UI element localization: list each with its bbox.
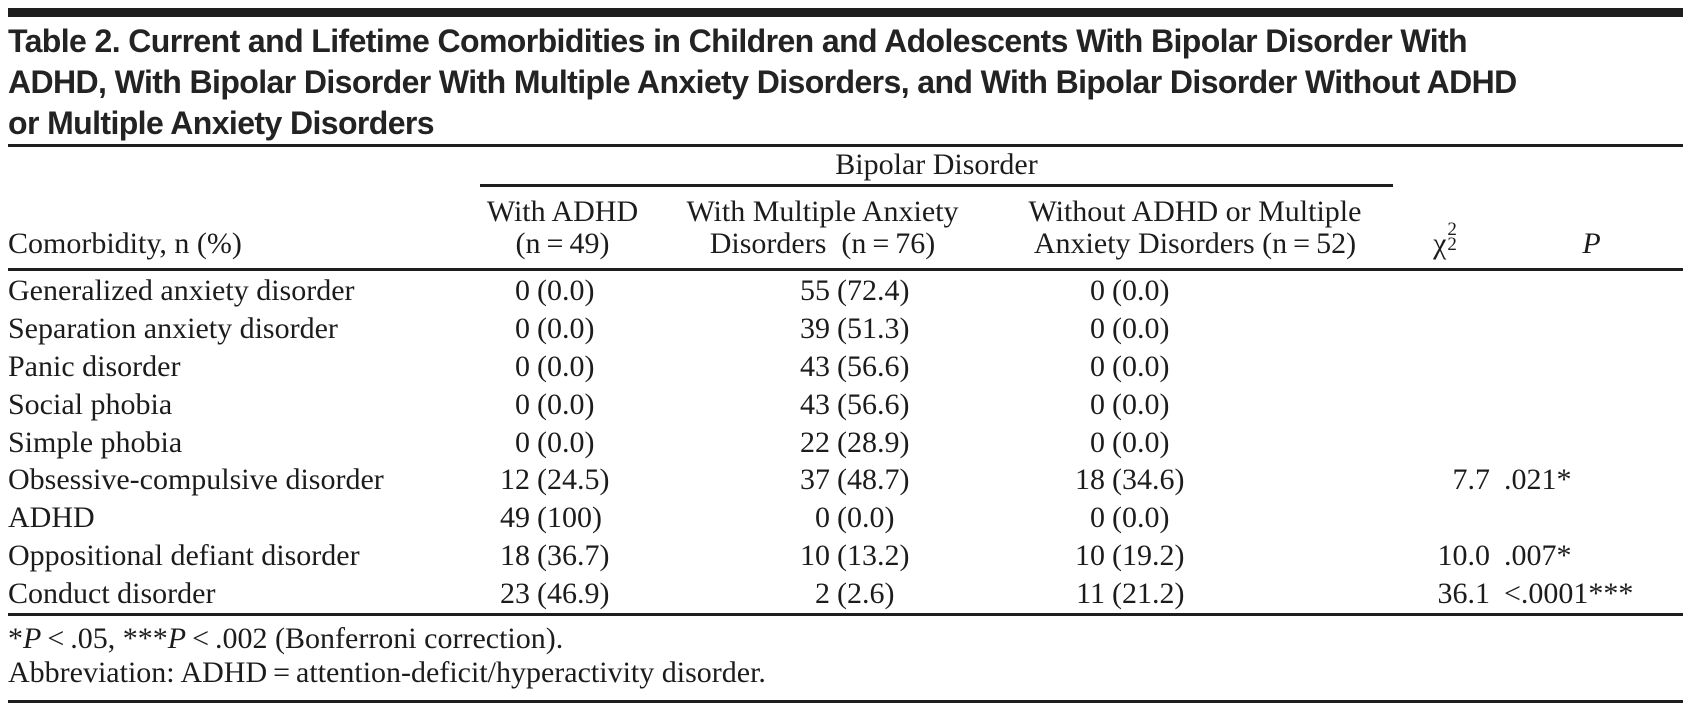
footnotes xyxy=(8,622,1683,690)
chi-square-value xyxy=(1390,499,1500,537)
row-label: Simple phobia xyxy=(8,425,183,459)
value-cell xyxy=(1000,424,1390,462)
count-value: 0 xyxy=(1090,274,1105,307)
count-value: 0 xyxy=(1090,349,1105,383)
table-row xyxy=(8,310,1683,348)
value-cell xyxy=(480,348,645,386)
row-label: Panic disorder xyxy=(8,349,181,383)
count-value: 10 xyxy=(1075,539,1105,573)
table-body xyxy=(8,272,1683,613)
value-cell xyxy=(1000,386,1390,424)
value-cell xyxy=(645,272,1000,310)
table-title-line-3: or Multiple Anxiety Disorders xyxy=(8,105,434,141)
count-value: 0 xyxy=(515,349,530,383)
percent-value: (72.4) xyxy=(837,274,910,307)
percent-value: (2.6) xyxy=(837,577,895,611)
percent-value: (0.0) xyxy=(537,311,595,345)
count-value: 0 xyxy=(515,387,530,421)
rule-below-header xyxy=(8,268,1683,271)
table-row xyxy=(8,499,1683,537)
percent-value: (0.0) xyxy=(1112,387,1170,421)
count-value: 37 xyxy=(800,463,830,497)
value-cell xyxy=(645,461,1000,499)
chi-square-value xyxy=(1390,424,1500,462)
value-cell xyxy=(1000,348,1390,386)
percent-value: (36.7) xyxy=(537,539,610,573)
rule-below-body xyxy=(8,613,1683,616)
value-cell xyxy=(645,386,1000,424)
table-row xyxy=(8,386,1683,424)
p-value xyxy=(1500,348,1683,386)
footnote-mid: < .05, *** xyxy=(41,622,168,655)
chi-supsub xyxy=(1447,219,1457,255)
value-cell xyxy=(1000,499,1390,537)
row-label: Separation anxiety disorder xyxy=(8,311,338,345)
header-chi-square xyxy=(1390,219,1500,268)
count-value: 0 xyxy=(1090,387,1105,421)
percent-value: (0.0) xyxy=(837,501,895,535)
percent-value: (21.2) xyxy=(1112,577,1185,611)
table-row xyxy=(8,575,1683,613)
percent-value: (56.6) xyxy=(837,387,910,421)
percent-value: (48.7) xyxy=(837,463,910,497)
header-multiple-anxiety-line1: With Multiple Anxiety xyxy=(686,195,959,228)
p-value xyxy=(1500,310,1683,348)
table-row xyxy=(8,348,1683,386)
percent-value: (24.5) xyxy=(537,463,610,497)
value-cell xyxy=(480,575,645,613)
rule-bottom xyxy=(8,700,1683,703)
count-value: 18 xyxy=(1075,463,1105,497)
footnote-p-italic-1: P xyxy=(23,622,42,655)
p-value: <.0001*** xyxy=(1504,577,1634,611)
count-value: 11 xyxy=(1076,577,1105,611)
value-cell xyxy=(645,310,1000,348)
value-cell xyxy=(645,348,1000,386)
chi-square-value xyxy=(1390,310,1500,348)
count-value: 0 xyxy=(1090,425,1105,459)
table-title-line-1: Table 2. Current and Lifetime Comorbidities in Children and Adolescents With Bipolar Disorder With xyxy=(8,23,1467,59)
p-value xyxy=(1500,499,1683,537)
column-spanner-bipolar-disorder: Bipolar Disorder xyxy=(835,148,1038,181)
percent-value: (13.2) xyxy=(837,539,910,573)
row-label: Social phobia xyxy=(8,387,173,421)
header-multiple-anxiety-line2: Disorders (n = 76) xyxy=(709,227,936,260)
chi-square-value xyxy=(1390,272,1500,310)
value-cell xyxy=(480,499,645,537)
header-with-adhd xyxy=(480,196,645,268)
column-header-row xyxy=(8,188,1683,268)
value-cell xyxy=(645,537,1000,575)
p-value: .021* xyxy=(1504,463,1572,497)
percent-value: (28.9) xyxy=(837,425,910,459)
footnote-significance xyxy=(8,622,1683,656)
table-title-line-2: ADHD, With Bipolar Disorder With Multiple Anxiety Disorders, and With Bipolar Disorder Without ADHD xyxy=(8,64,1517,100)
value-cell xyxy=(645,499,1000,537)
value-cell xyxy=(480,272,645,310)
count-value: 2 xyxy=(815,577,830,611)
percent-value: (34.6) xyxy=(1112,463,1185,497)
count-value: 0 xyxy=(1090,501,1105,535)
percent-value: (56.6) xyxy=(837,349,910,383)
header-comorbidity: Comorbidity, n (%) xyxy=(8,227,242,260)
value-cell xyxy=(480,310,645,348)
chi-square-value xyxy=(1390,348,1500,386)
row-label: Obsessive-compulsive disorder xyxy=(8,463,384,497)
value-cell xyxy=(480,386,645,424)
count-value: 0 xyxy=(515,425,530,459)
percent-value: (0.0) xyxy=(537,349,595,383)
table-row xyxy=(8,461,1683,499)
p-value: .007* xyxy=(1504,539,1572,573)
header-without-adhd-line2: Anxiety Disorders (n = 52) xyxy=(1033,227,1357,260)
percent-value: (51.3) xyxy=(837,311,910,345)
count-value: 0 xyxy=(815,501,830,535)
chi-square-value xyxy=(1390,386,1500,424)
top-bar xyxy=(8,8,1683,17)
row-label: Generalized anxiety disorder xyxy=(8,274,355,307)
p-value xyxy=(1500,424,1683,462)
table-row xyxy=(8,272,1683,310)
table-row xyxy=(8,424,1683,462)
p-value xyxy=(1500,386,1683,424)
percent-value: (0.0) xyxy=(537,425,595,459)
chi-square-value: 10.0 xyxy=(1437,539,1490,573)
count-value: 22 xyxy=(800,425,830,459)
footnote-p-italic-2: P xyxy=(167,622,187,655)
count-value: 23 xyxy=(500,577,530,611)
count-value: 55 xyxy=(800,274,830,307)
percent-value: (0.0) xyxy=(1112,349,1170,383)
percent-value: (0.0) xyxy=(1112,274,1170,307)
footnote-star: * xyxy=(8,622,23,655)
row-label: Oppositional defiant disorder xyxy=(8,539,360,573)
header-without-adhd-line1: Without ADHD or Multiple xyxy=(1028,195,1362,228)
percent-value: (0.0) xyxy=(537,274,595,307)
footnote-abbreviation: Abbreviation: ADHD = attention-deficit/hyperactivity disorder. xyxy=(8,656,766,689)
chi-subscript: 2 xyxy=(1447,234,1457,255)
table-row xyxy=(8,537,1683,575)
spanner-underline xyxy=(480,184,1393,187)
value-cell xyxy=(480,461,645,499)
value-cell xyxy=(1000,461,1390,499)
count-value: 43 xyxy=(800,349,830,383)
header-with-adhd-line1: With ADHD xyxy=(486,195,639,228)
value-cell xyxy=(480,424,645,462)
row-label: Conduct disorder xyxy=(8,577,216,611)
header-multiple-anxiety xyxy=(645,196,1000,268)
count-value: 0 xyxy=(515,311,530,345)
header-p-value: P xyxy=(1582,227,1601,260)
value-cell xyxy=(1000,272,1390,310)
chi-base: χ xyxy=(1433,227,1447,260)
percent-value: (0.0) xyxy=(537,387,595,421)
value-cell xyxy=(1000,575,1390,613)
percent-value: (46.9) xyxy=(537,577,610,611)
count-value: 0 xyxy=(1090,311,1105,345)
count-value: 0 xyxy=(515,274,530,307)
value-cell xyxy=(480,537,645,575)
value-cell xyxy=(645,575,1000,613)
chi-superscript: 2 xyxy=(1447,219,1457,240)
count-value: 39 xyxy=(800,311,830,345)
value-cell xyxy=(645,424,1000,462)
percent-value: (100) xyxy=(537,501,602,535)
footnote-rest: < .002 (Bonferroni correction). xyxy=(186,622,564,655)
p-value xyxy=(1500,272,1683,310)
count-value: 49 xyxy=(500,501,530,535)
chi-square-value: 36.1 xyxy=(1437,577,1490,611)
percent-value: (19.2) xyxy=(1112,539,1185,573)
percent-value: (0.0) xyxy=(1112,425,1170,459)
header-without-adhd xyxy=(1000,196,1390,268)
row-label: ADHD xyxy=(8,501,95,535)
value-cell xyxy=(1000,537,1390,575)
count-value: 43 xyxy=(800,387,830,421)
value-cell xyxy=(1000,310,1390,348)
count-value: 10 xyxy=(800,539,830,573)
chi-square-value: 7.7 xyxy=(1452,463,1490,497)
count-value: 12 xyxy=(500,463,530,497)
header-with-adhd-line2: (n = 49) xyxy=(515,227,610,260)
count-value: 18 xyxy=(500,539,530,573)
chi-square-symbol xyxy=(1433,219,1457,260)
percent-value: (0.0) xyxy=(1112,311,1170,345)
table-title xyxy=(8,21,1686,144)
percent-value: (0.0) xyxy=(1112,501,1170,535)
